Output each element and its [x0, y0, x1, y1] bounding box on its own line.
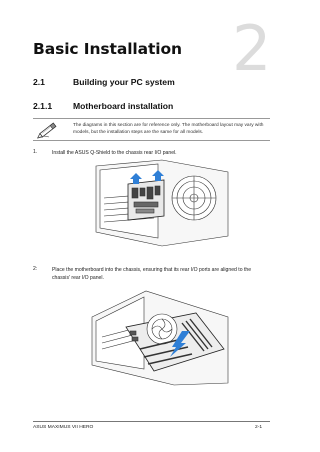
- section-number: 2.1: [33, 77, 45, 87]
- step-1-number: 1.: [33, 149, 38, 155]
- page-title: Basic Installation: [33, 40, 182, 58]
- motherboard-placement-illustration: [86, 287, 234, 387]
- chapter-number: 2: [232, 12, 272, 85]
- pen-icon: [36, 118, 62, 140]
- section-title: Building your PC system: [73, 77, 175, 87]
- footer-product-name: ASUS MAXIMUS VII HERO: [33, 425, 94, 430]
- step-1-text: Install the ASUS Q-Shield to the chassis rear I/O panel.: [52, 150, 177, 156]
- note-text: The diagrams in this section are for reference only. The motherboard layout may vary with models, but the installation steps are the same for all models.: [73, 123, 264, 135]
- step-2-text: Place the motherboard into the chassis, ensuring that its rear I/O ports are aligned to the chassis' rear I/O panel.: [52, 267, 252, 281]
- io-shield-illustration: [92, 158, 230, 248]
- step-2-number: 2:: [33, 266, 38, 272]
- note-bottom-rule: [33, 140, 270, 141]
- note-top-rule: [33, 118, 270, 119]
- subsection-number: 2.1.1: [33, 101, 53, 111]
- subsection-title: Motherboard installation: [73, 101, 174, 111]
- footer-rule: [33, 421, 270, 422]
- page-number: 2-1: [255, 425, 263, 430]
